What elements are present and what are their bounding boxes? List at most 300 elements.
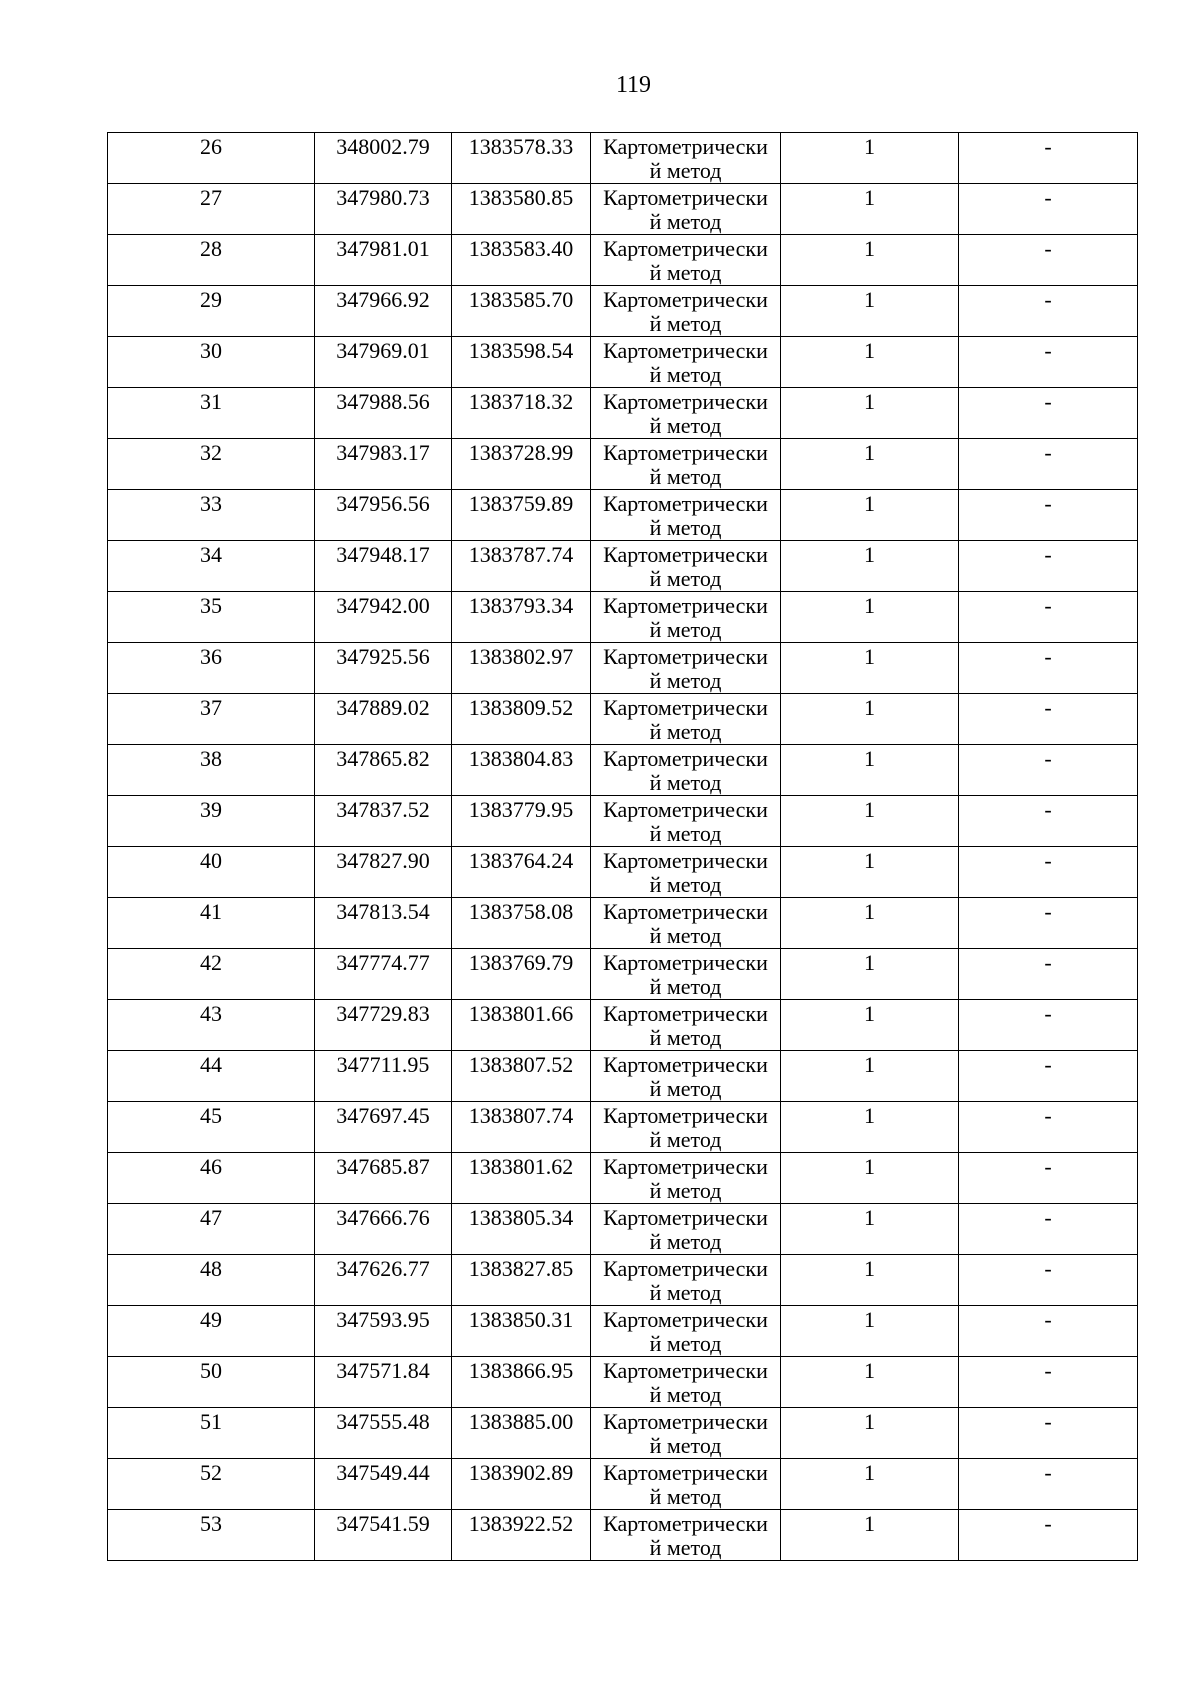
- point-number-cell-text: 48: [200, 1256, 222, 1281]
- point-number-cell: [108, 184, 315, 235]
- point-number-cell-text: 26: [200, 134, 222, 159]
- precision-cell: [781, 1408, 959, 1459]
- precision-cell-text: 1: [864, 899, 875, 924]
- note-cell-text: -: [1044, 746, 1052, 771]
- table-row: [108, 592, 1138, 643]
- method-cell-text: Картометрически й метод: [603, 746, 768, 795]
- point-number-cell-text: 39: [200, 797, 222, 822]
- method-cell-text: Картометрически й метод: [603, 440, 768, 489]
- coordinate-y-cell-text: 1383885.00: [468, 1409, 574, 1434]
- precision-cell: [781, 1459, 959, 1510]
- note-cell-text: -: [1044, 1205, 1052, 1230]
- note-cell-text: -: [1044, 1511, 1052, 1536]
- coordinate-x-cell-text: 347774.77: [336, 950, 430, 975]
- point-number-cell: [108, 388, 315, 439]
- coordinate-x-cell: [315, 1255, 452, 1306]
- point-number-cell-text: 47: [200, 1205, 222, 1230]
- point-number-cell-text: 28: [200, 236, 222, 261]
- table-row: [108, 1357, 1138, 1408]
- note-cell: [959, 745, 1138, 796]
- coordinate-x-cell-text: 347980.73: [336, 185, 430, 210]
- point-number-cell: [108, 1510, 315, 1561]
- coordinate-x-cell-text: 347966.92: [336, 287, 430, 312]
- coordinate-x-cell-text: 347813.54: [336, 899, 430, 924]
- note-cell: [959, 439, 1138, 490]
- note-cell-text: -: [1044, 1001, 1052, 1026]
- method-cell: [591, 796, 781, 847]
- method-cell-text: Картометрически й метод: [603, 1460, 768, 1509]
- table-row: [108, 898, 1138, 949]
- coordinate-x-cell: [315, 1306, 452, 1357]
- method-cell: [591, 1153, 781, 1204]
- precision-cell: [781, 337, 959, 388]
- method-cell: [591, 235, 781, 286]
- precision-cell: [781, 1153, 959, 1204]
- table-row: [108, 286, 1138, 337]
- method-cell-text: Картометрически й метод: [603, 1103, 768, 1152]
- method-cell-text: Картометрически й метод: [603, 134, 768, 183]
- method-cell-text: Картометрически й метод: [603, 1358, 768, 1407]
- coordinate-y-cell-text: 1383598.54: [468, 338, 574, 363]
- coordinate-y-cell-text: 1383718.32: [468, 389, 574, 414]
- point-number-cell: [108, 439, 315, 490]
- note-cell: [959, 235, 1138, 286]
- note-cell: [959, 184, 1138, 235]
- note-cell: [959, 337, 1138, 388]
- point-number-cell: [108, 541, 315, 592]
- precision-cell: [781, 490, 959, 541]
- precision-cell: [781, 898, 959, 949]
- point-number-cell: [108, 1408, 315, 1459]
- coordinate-x-cell-text: 347593.95: [336, 1307, 430, 1332]
- point-number-cell-text: 30: [200, 338, 222, 363]
- point-number-cell-text: 42: [200, 950, 222, 975]
- table-row: [108, 388, 1138, 439]
- precision-cell: [781, 541, 959, 592]
- precision-cell-text: 1: [864, 1511, 875, 1536]
- coordinate-y-cell-text: 1383809.52: [468, 695, 574, 720]
- method-cell-text: Картометрически й метод: [603, 797, 768, 846]
- coordinate-y-cell-text: 1383804.83: [468, 746, 574, 771]
- precision-cell: [781, 133, 959, 184]
- coordinate-x-cell: [315, 490, 452, 541]
- coordinate-x-cell-text: 347541.59: [336, 1511, 430, 1536]
- point-number-cell: [108, 898, 315, 949]
- coordinate-y-cell-text: 1383758.08: [468, 899, 574, 924]
- method-cell: [591, 1255, 781, 1306]
- precision-cell: [781, 388, 959, 439]
- note-cell: [959, 796, 1138, 847]
- coordinate-x-cell: [315, 1510, 452, 1561]
- precision-cell-text: 1: [864, 644, 875, 669]
- note-cell: [959, 1255, 1138, 1306]
- precision-cell-text: 1: [864, 542, 875, 567]
- coordinate-x-cell-text: 347549.44: [336, 1460, 430, 1485]
- precision-cell-text: 1: [864, 389, 875, 414]
- precision-cell: [781, 235, 959, 286]
- note-cell-text: -: [1044, 1358, 1052, 1383]
- method-cell-text: Картометрически й метод: [603, 1052, 768, 1101]
- note-cell: [959, 1051, 1138, 1102]
- table-row: [108, 796, 1138, 847]
- precision-cell: [781, 1510, 959, 1561]
- point-number-cell-text: 46: [200, 1154, 222, 1179]
- coordinate-x-cell-text: 347837.52: [336, 797, 430, 822]
- method-cell-text: Картометрически й метод: [603, 491, 768, 540]
- note-cell: [959, 1102, 1138, 1153]
- point-number-cell-text: 41: [200, 899, 222, 924]
- point-number-cell-text: 50: [200, 1358, 222, 1383]
- method-cell: [591, 592, 781, 643]
- precision-cell: [781, 643, 959, 694]
- note-cell: [959, 541, 1138, 592]
- precision-cell-text: 1: [864, 491, 875, 516]
- note-cell: [959, 1459, 1138, 1510]
- method-cell: [591, 745, 781, 796]
- coordinate-x-cell-text: 347571.84: [336, 1358, 430, 1383]
- precision-cell-text: 1: [864, 134, 875, 159]
- coordinate-y-cell: [452, 235, 591, 286]
- coordinate-x-cell-text: 347988.56: [336, 389, 430, 414]
- note-cell-text: -: [1044, 134, 1052, 159]
- precision-cell-text: 1: [864, 1154, 875, 1179]
- point-number-cell-text: 35: [200, 593, 222, 618]
- coordinate-y-cell-text: 1383827.85: [468, 1256, 574, 1281]
- coordinate-y-cell-text: 1383585.70: [468, 287, 574, 312]
- note-cell-text: -: [1044, 1103, 1052, 1128]
- coordinate-x-cell-text: 347948.17: [336, 542, 430, 567]
- method-cell: [591, 1306, 781, 1357]
- point-number-cell: [108, 1204, 315, 1255]
- precision-cell-text: 1: [864, 797, 875, 822]
- table-row: [108, 133, 1138, 184]
- coordinate-y-cell: [452, 898, 591, 949]
- coordinate-x-cell: [315, 1357, 452, 1408]
- precision-cell-text: 1: [864, 1103, 875, 1128]
- precision-cell-text: 1: [864, 593, 875, 618]
- method-cell-text: Картометрически й метод: [603, 287, 768, 336]
- method-cell: [591, 643, 781, 694]
- point-number-cell-text: 49: [200, 1307, 222, 1332]
- coordinate-x-cell: [315, 1459, 452, 1510]
- table-row: [108, 1306, 1138, 1357]
- table-row: [108, 337, 1138, 388]
- point-number-cell: [108, 235, 315, 286]
- coordinate-x-cell: [315, 1000, 452, 1051]
- precision-cell-text: 1: [864, 1052, 875, 1077]
- precision-cell: [781, 1255, 959, 1306]
- coordinate-y-cell: [452, 1051, 591, 1102]
- coordinate-x-cell: [315, 949, 452, 1000]
- precision-cell: [781, 796, 959, 847]
- note-cell-text: -: [1044, 1409, 1052, 1434]
- method-cell: [591, 694, 781, 745]
- point-number-cell: [108, 337, 315, 388]
- coordinate-y-cell: [452, 745, 591, 796]
- coordinate-x-cell: [315, 643, 452, 694]
- note-cell-text: -: [1044, 1154, 1052, 1179]
- coordinate-x-cell: [315, 847, 452, 898]
- note-cell-text: -: [1044, 950, 1052, 975]
- point-number-cell: [108, 643, 315, 694]
- coordinate-y-cell: [452, 1153, 591, 1204]
- point-number-cell: [108, 745, 315, 796]
- method-cell: [591, 949, 781, 1000]
- coordinate-x-cell-text: 347956.56: [336, 491, 430, 516]
- note-cell: [959, 1153, 1138, 1204]
- coordinate-y-cell: [452, 541, 591, 592]
- coordinate-y-cell-text: 1383764.24: [468, 848, 574, 873]
- method-cell: [591, 286, 781, 337]
- point-number-cell: [108, 490, 315, 541]
- precision-cell: [781, 1204, 959, 1255]
- coordinate-x-cell: [315, 184, 452, 235]
- precision-cell: [781, 1357, 959, 1408]
- note-cell-text: -: [1044, 338, 1052, 363]
- coordinate-x-cell-text: 347827.90: [336, 848, 430, 873]
- coordinate-x-cell-text: 347983.17: [336, 440, 430, 465]
- coordinate-x-cell: [315, 286, 452, 337]
- note-cell-text: -: [1044, 1307, 1052, 1332]
- table-row: [108, 1510, 1138, 1561]
- coordinate-y-cell: [452, 1459, 591, 1510]
- coordinate-y-cell-text: 1383801.62: [468, 1154, 574, 1179]
- method-cell-text: Картометрически й метод: [603, 1154, 768, 1203]
- table-row: [108, 1204, 1138, 1255]
- coordinate-y-cell-text: 1383787.74: [468, 542, 574, 567]
- coordinate-x-cell: [315, 1408, 452, 1459]
- table-row: [108, 643, 1138, 694]
- coordinate-y-cell: [452, 1255, 591, 1306]
- table-row: [108, 1102, 1138, 1153]
- method-cell: [591, 439, 781, 490]
- precision-cell-text: 1: [864, 848, 875, 873]
- point-number-cell: [108, 1357, 315, 1408]
- note-cell-text: -: [1044, 389, 1052, 414]
- coordinate-y-cell-text: 1383807.52: [468, 1052, 574, 1077]
- point-number-cell-text: 40: [200, 848, 222, 873]
- note-cell: [959, 592, 1138, 643]
- method-cell-text: Картометрически й метод: [603, 1205, 768, 1254]
- point-number-cell: [108, 286, 315, 337]
- precision-cell-text: 1: [864, 950, 875, 975]
- note-cell: [959, 388, 1138, 439]
- coordinate-x-cell: [315, 388, 452, 439]
- coordinate-y-cell-text: 1383922.52: [468, 1511, 574, 1536]
- coordinate-x-cell: [315, 541, 452, 592]
- coordinate-x-cell-text: 347969.01: [336, 338, 430, 363]
- coordinate-y-cell: [452, 1510, 591, 1561]
- table-row: [108, 184, 1138, 235]
- table-row: [108, 745, 1138, 796]
- table-row: [108, 1000, 1138, 1051]
- method-cell-text: Картометрически й метод: [603, 950, 768, 999]
- coordinate-y-cell: [452, 337, 591, 388]
- note-cell: [959, 1306, 1138, 1357]
- precision-cell: [781, 949, 959, 1000]
- point-number-cell: [108, 694, 315, 745]
- coordinate-y-cell-text: 1383793.34: [468, 593, 574, 618]
- note-cell-text: -: [1044, 644, 1052, 669]
- coordinate-x-cell-text: 347685.87: [336, 1154, 430, 1179]
- method-cell-text: Картометрически й метод: [603, 1307, 768, 1356]
- point-number-cell: [108, 1102, 315, 1153]
- precision-cell-text: 1: [864, 695, 875, 720]
- point-number-cell-text: 37: [200, 695, 222, 720]
- method-cell: [591, 133, 781, 184]
- coordinate-x-cell-text: 347889.02: [336, 695, 430, 720]
- point-number-cell: [108, 592, 315, 643]
- precision-cell-text: 1: [864, 1307, 875, 1332]
- coordinate-x-cell: [315, 592, 452, 643]
- method-cell: [591, 1000, 781, 1051]
- method-cell-text: Картометрически й метод: [603, 593, 768, 642]
- coordinate-y-cell-text: 1383866.95: [468, 1358, 574, 1383]
- note-cell-text: -: [1044, 1052, 1052, 1077]
- table-row: [108, 1051, 1138, 1102]
- method-cell: [591, 337, 781, 388]
- precision-cell-text: 1: [864, 1256, 875, 1281]
- method-cell: [591, 1408, 781, 1459]
- precision-cell: [781, 1102, 959, 1153]
- coordinate-x-cell-text: 347666.76: [336, 1205, 430, 1230]
- note-cell: [959, 949, 1138, 1000]
- method-cell-text: Картометрически й метод: [603, 1001, 768, 1050]
- table-row: [108, 439, 1138, 490]
- precision-cell-text: 1: [864, 1358, 875, 1383]
- coordinate-x-cell: [315, 1204, 452, 1255]
- method-cell-text: Картометрически й метод: [603, 338, 768, 387]
- precision-cell: [781, 694, 959, 745]
- coordinate-y-cell-text: 1383801.66: [468, 1001, 574, 1026]
- coordinate-y-cell: [452, 643, 591, 694]
- table-row: [108, 1153, 1138, 1204]
- method-cell-text: Картометрически й метод: [603, 899, 768, 948]
- coordinate-y-cell-text: 1383578.33: [468, 134, 574, 159]
- coordinate-y-cell: [452, 1000, 591, 1051]
- note-cell: [959, 1408, 1138, 1459]
- table-row: [108, 1408, 1138, 1459]
- table-row: [108, 694, 1138, 745]
- table-row: [108, 949, 1138, 1000]
- method-cell: [591, 184, 781, 235]
- point-number-cell-text: 43: [200, 1001, 222, 1026]
- precision-cell: [781, 592, 959, 643]
- precision-cell-text: 1: [864, 440, 875, 465]
- point-number-cell: [108, 1000, 315, 1051]
- coordinate-y-cell: [452, 796, 591, 847]
- precision-cell: [781, 286, 959, 337]
- note-cell-text: -: [1044, 1256, 1052, 1281]
- method-cell: [591, 1357, 781, 1408]
- note-cell: [959, 490, 1138, 541]
- coordinate-y-cell: [452, 133, 591, 184]
- precision-cell-text: 1: [864, 287, 875, 312]
- precision-cell: [781, 745, 959, 796]
- table-row: [108, 541, 1138, 592]
- coordinate-x-cell: [315, 1102, 452, 1153]
- coordinate-y-cell-text: 1383580.85: [468, 185, 574, 210]
- coordinate-x-cell-text: 347697.45: [336, 1103, 430, 1128]
- coordinate-y-cell-text: 1383805.34: [468, 1205, 574, 1230]
- coordinate-y-cell: [452, 1306, 591, 1357]
- table-row: [108, 490, 1138, 541]
- coordinate-x-cell: [315, 694, 452, 745]
- note-cell: [959, 133, 1138, 184]
- method-cell: [591, 388, 781, 439]
- note-cell: [959, 847, 1138, 898]
- coordinate-x-cell: [315, 898, 452, 949]
- method-cell-text: Картометрически й метод: [603, 695, 768, 744]
- coordinate-x-cell: [315, 745, 452, 796]
- coordinate-x-cell-text: 347711.95: [336, 1052, 430, 1077]
- coordinates-table: [107, 132, 1138, 1561]
- point-number-cell: [108, 1459, 315, 1510]
- coordinate-x-cell-text: 347555.48: [336, 1409, 430, 1434]
- point-number-cell-text: 27: [200, 185, 222, 210]
- precision-cell: [781, 1306, 959, 1357]
- method-cell: [591, 541, 781, 592]
- coordinate-y-cell-text: 1383850.31: [468, 1307, 574, 1332]
- coordinate-y-cell-text: 1383902.89: [468, 1460, 574, 1485]
- point-number-cell: [108, 1153, 315, 1204]
- note-cell: [959, 643, 1138, 694]
- point-number-cell: [108, 1051, 315, 1102]
- method-cell: [591, 1204, 781, 1255]
- method-cell: [591, 490, 781, 541]
- coordinate-x-cell: [315, 337, 452, 388]
- coordinate-y-cell: [452, 1102, 591, 1153]
- note-cell-text: -: [1044, 695, 1052, 720]
- note-cell-text: -: [1044, 542, 1052, 567]
- table-row: [108, 1255, 1138, 1306]
- point-number-cell-text: 53: [200, 1511, 222, 1536]
- note-cell: [959, 898, 1138, 949]
- coordinate-y-cell: [452, 1204, 591, 1255]
- precision-cell: [781, 1000, 959, 1051]
- point-number-cell-text: 31: [200, 389, 222, 414]
- coordinate-x-cell-text: 347729.83: [336, 1001, 430, 1026]
- method-cell: [591, 1051, 781, 1102]
- method-cell-text: Картометрически й метод: [603, 1511, 768, 1560]
- table-row: [108, 1459, 1138, 1510]
- precision-cell-text: 1: [864, 1460, 875, 1485]
- precision-cell-text: 1: [864, 185, 875, 210]
- method-cell-text: Картометрически й метод: [603, 644, 768, 693]
- coordinate-x-cell: [315, 439, 452, 490]
- precision-cell: [781, 439, 959, 490]
- method-cell-text: Картометрически й метод: [603, 185, 768, 234]
- precision-cell-text: 1: [864, 338, 875, 363]
- coordinate-x-cell: [315, 1153, 452, 1204]
- method-cell: [591, 1510, 781, 1561]
- coordinate-y-cell: [452, 949, 591, 1000]
- coordinate-y-cell-text: 1383759.89: [468, 491, 574, 516]
- method-cell-text: Картометрически й метод: [603, 236, 768, 285]
- point-number-cell-text: 38: [200, 746, 222, 771]
- point-number-cell-text: 33: [200, 491, 222, 516]
- method-cell: [591, 1102, 781, 1153]
- precision-cell-text: 1: [864, 1409, 875, 1434]
- coordinate-x-cell: [315, 235, 452, 286]
- method-cell-text: Картометрически й метод: [603, 389, 768, 438]
- coordinate-y-cell-text: 1383769.79: [468, 950, 574, 975]
- table-row: [108, 235, 1138, 286]
- coordinate-y-cell: [452, 694, 591, 745]
- coordinate-y-cell: [452, 286, 591, 337]
- note-cell: [959, 694, 1138, 745]
- method-cell: [591, 847, 781, 898]
